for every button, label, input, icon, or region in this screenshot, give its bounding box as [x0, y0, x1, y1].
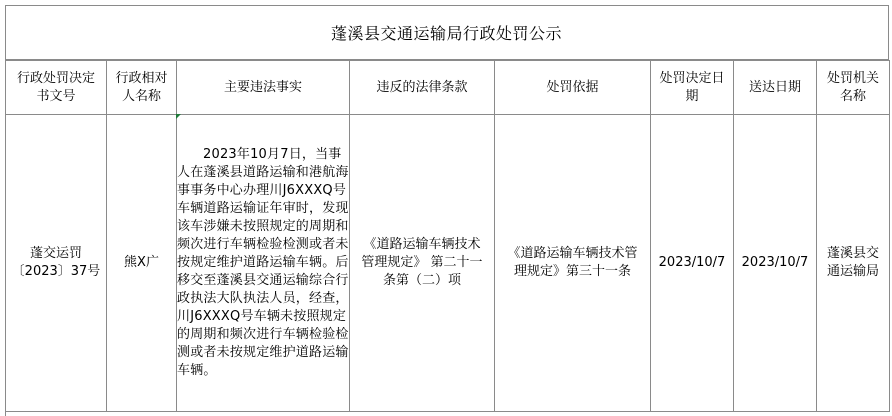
penalty-table — [5, 60, 890, 412]
cell-main-facts[interactable] — [177, 115, 350, 412]
table-header-row — [6, 61, 890, 115]
cell-decision-date-text: 2023/10/7 — [658, 255, 726, 270]
header-law-violated-label: 违反的法律条款 — [376, 79, 468, 95]
header-party-name[interactable] — [107, 61, 177, 115]
cell-law-violated[interactable] — [350, 115, 495, 412]
cell-delivery-date-text: 2023/10/7 — [741, 255, 809, 270]
cell-decision-date[interactable] — [651, 115, 734, 412]
header-main-facts[interactable] — [177, 61, 350, 115]
table-row — [6, 115, 890, 412]
header-party-name-label: 行政相对人名称 — [115, 70, 168, 104]
header-law-violated[interactable] — [350, 61, 495, 115]
cell-penalty-basis[interactable] — [495, 115, 651, 412]
header-penalty-basis-label: 处罚依据 — [546, 79, 599, 95]
cell-main-facts-text: 2023年10月7日，当事人在蓬溪县道路运输和港航海事事务中心办理川J6XXXQ号车辆道路运输证年审时，发现该车涉嫌未按照规定的周期和频次进行车辆检验检测或者未按规定维护道路运输车辆。后移交至蓬溪县交通运输综合行政执法大队执法人员，经查，川J6XXXQ号车辆未按照规定的周期和频次进行车辆检验检测或者未按规定维护道路运输车辆。 — [177, 147, 349, 378]
header-decision-date-label: 处罚决定日期 — [659, 70, 725, 104]
header-authority[interactable] — [817, 61, 890, 115]
cell-party-name[interactable] — [107, 115, 177, 412]
header-delivery-date-label: 送达日期 — [748, 79, 801, 95]
cell-authority[interactable] — [817, 115, 890, 412]
header-doc-no-label: 行政处罚决定书文号 — [16, 70, 95, 104]
cell-comment-marker-icon — [176, 114, 181, 119]
header-authority-label: 处罚机关名称 — [826, 70, 879, 104]
cell-delivery-date[interactable] — [734, 115, 817, 412]
cell-doc-no-text: 蓬交运罚〔2023〕37号 — [11, 246, 101, 279]
page-title: 蓬溪县交通运输局行政处罚公示 — [5, 5, 889, 60]
header-main-facts-label: 主要违法事实 — [223, 79, 302, 95]
header-delivery-date[interactable] — [734, 61, 817, 115]
header-penalty-basis[interactable] — [495, 61, 651, 115]
header-doc-no[interactable] — [6, 61, 107, 115]
cell-authority-text: 蓬溪县交通运输局 — [826, 246, 879, 279]
cell-penalty-basis-text: 《道路运输车辆技术管理规定》第三十一条 — [507, 246, 638, 279]
cell-law-violated-text: 《道路运输车辆技术管理规定》 第二十一条第（二）项 — [361, 237, 483, 288]
header-decision-date[interactable] — [651, 61, 734, 115]
cell-doc-no[interactable] — [6, 115, 107, 412]
cell-party-name-text: 熊X广 — [124, 255, 159, 270]
